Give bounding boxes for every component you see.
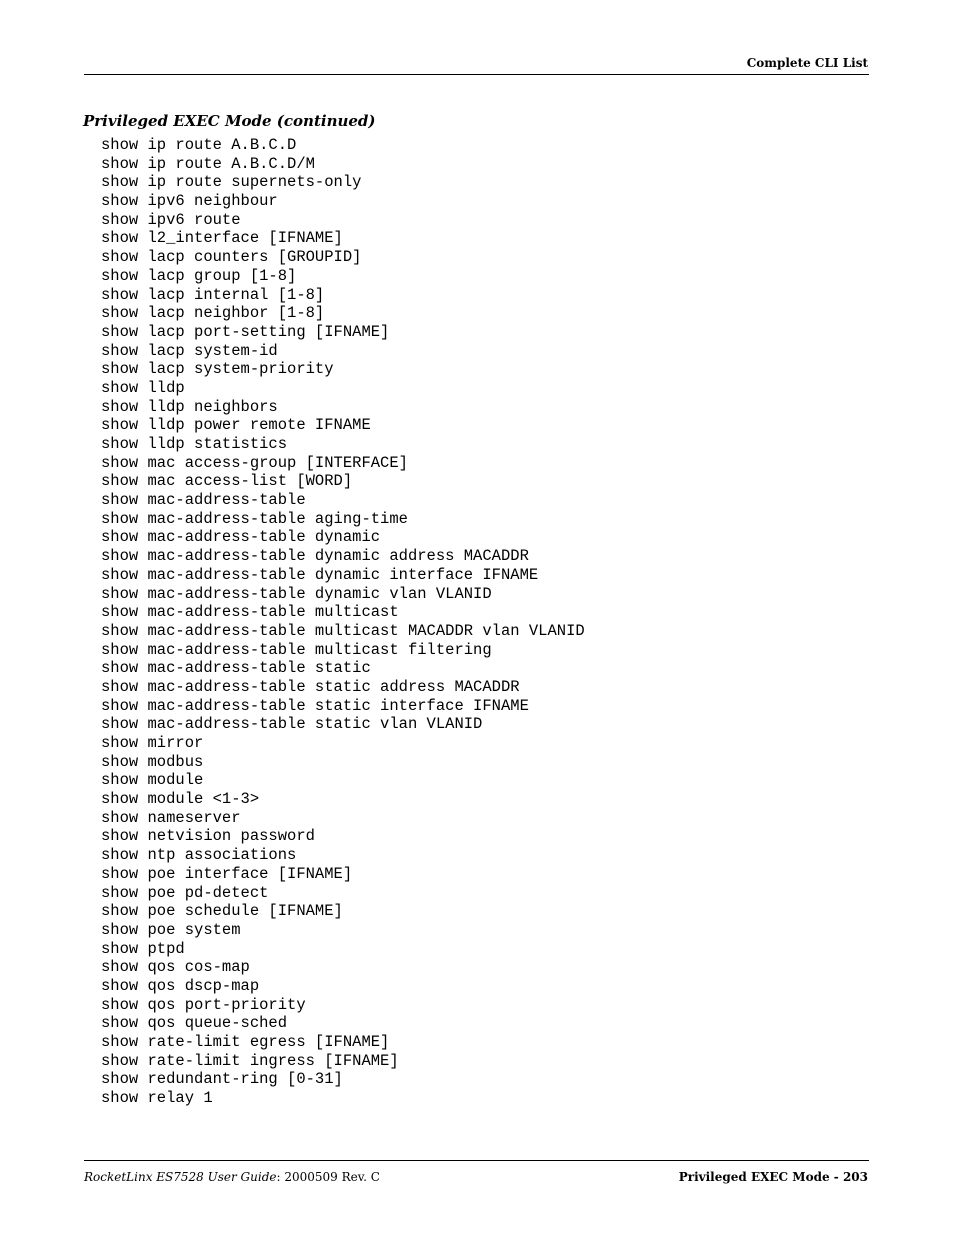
command-item: show lacp group [1-8]: [101, 266, 297, 285]
command-item: show lacp internal [1-8]: [101, 285, 325, 304]
command-item: show nameserver: [101, 808, 241, 827]
footer-doc-info: [84, 1169, 380, 1185]
command-item: show redundant-ring [0-31]: [101, 1070, 343, 1089]
footer-page-label: Privileged EXEC Mode - 203: [678, 1170, 868, 1184]
command-item: show mac access-list [WORD]: [101, 472, 353, 491]
command-item: show mirror: [101, 734, 204, 752]
command-item: show ntp associations: [101, 846, 297, 865]
command-item: show lacp system-id: [101, 341, 278, 360]
command-item: show mac-address-table dynamic: [101, 528, 381, 547]
command-item: show mac-address-table dynamic interface IFNAME: [101, 565, 539, 584]
command-item: show lacp neighbor [1-8]: [101, 304, 325, 323]
command-list: [101, 136, 585, 1108]
command-item: show mac access-group [INTERFACE]: [101, 453, 408, 472]
command-item: show ip route supernets-only: [101, 173, 362, 192]
command-item: show lacp counters [GROUPID]: [101, 248, 362, 267]
command-item: show mac-address-table multicast: [101, 603, 399, 622]
command-item: show poe pd-detect: [101, 883, 269, 902]
command-item: show l2_interface [IFNAME]: [101, 229, 343, 248]
section-title: Privileged EXEC Mode (continued): [83, 112, 376, 130]
command-item: show mac-address-table aging-time: [101, 509, 408, 528]
command-item: show qos port-priority: [101, 995, 306, 1014]
command-item: show relay 1: [101, 1089, 213, 1108]
footer-product: RocketLinx ES7528 User Guide: [84, 1170, 277, 1184]
footer-rule: [84, 1160, 869, 1161]
command-item: show mac-address-table static: [101, 659, 371, 678]
command-item: show ipv6 route: [101, 210, 241, 229]
command-item: show lldp: [101, 378, 185, 397]
footer-doc-ref: : 2000509 Rev. C: [276, 1170, 380, 1184]
command-item: show ptpd: [101, 939, 185, 958]
command-item: show qos cos-map: [101, 958, 250, 977]
command-item: show qos queue-sched: [101, 1014, 288, 1033]
command-item: show ip route A.B.C.D: [101, 136, 297, 154]
command-item: show qos dscp-map: [101, 976, 260, 995]
command-item: show modbus: [101, 752, 204, 771]
command-item: show lacp port-setting [IFNAME]: [101, 322, 390, 341]
command-item: show mac-address-table static vlan VLANID: [101, 715, 483, 734]
header-rule: [84, 74, 869, 75]
command-item: show poe interface [IFNAME]: [101, 864, 353, 883]
command-item: show mac-address-table static address MACADDR: [101, 677, 520, 696]
command-item: show ipv6 neighbour: [101, 192, 278, 211]
command-item: show lldp statistics: [101, 435, 288, 453]
command-item: show rate-limit ingress [IFNAME]: [101, 1051, 399, 1070]
running-header: Complete CLI List: [746, 56, 868, 70]
command-item: show lldp power remote IFNAME: [101, 416, 371, 435]
command-item: show netvision password: [101, 827, 315, 846]
command-item: show lldp neighbors: [101, 397, 278, 416]
command-item: show mac-address-table dynamic address MACADDR: [101, 547, 529, 566]
command-item: show lacp system-priority: [101, 360, 334, 379]
command-item: show mac-address-table multicast MACADDR vlan VLANID: [101, 621, 585, 640]
command-item: show rate-limit egress [IFNAME]: [101, 1033, 390, 1051]
command-item: show module <1-3>: [101, 790, 260, 809]
command-item: show ip route A.B.C.D/M: [101, 154, 315, 173]
command-item: show poe system: [101, 920, 241, 939]
command-item: show mac-address-table multicast filtering: [101, 640, 492, 659]
command-item: show mac-address-table dynamic vlan VLANID: [101, 584, 492, 603]
command-item: show module: [101, 771, 204, 790]
command-item: show mac-address-table static interface IFNAME: [101, 696, 529, 715]
command-item: show poe schedule [IFNAME]: [101, 902, 343, 921]
command-item: show mac-address-table: [101, 491, 306, 510]
